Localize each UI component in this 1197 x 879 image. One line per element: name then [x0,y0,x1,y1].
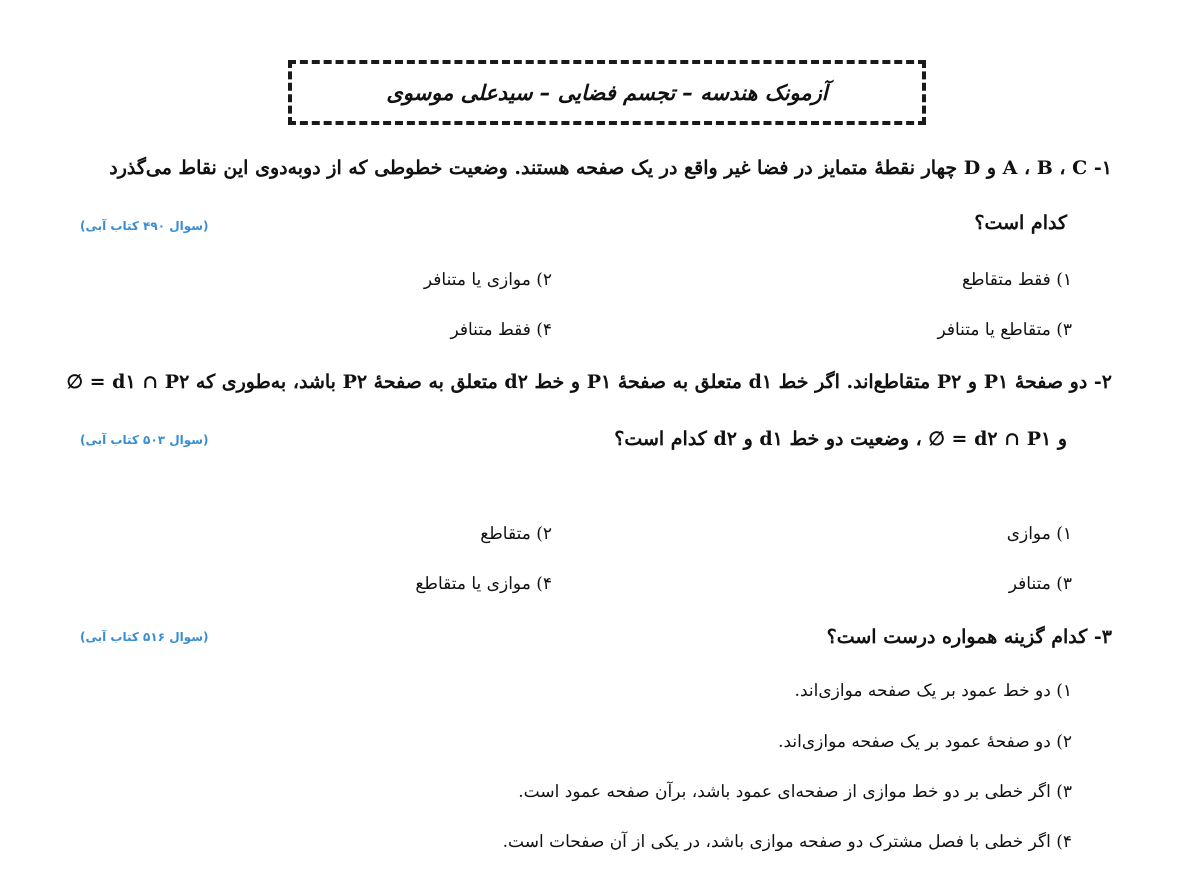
title-box [288,60,926,125]
question-1-text: ۱- A ، B ، C و D چهار نقطهٔ متمایز در فضا غیر واقع در یک صفحه هستند. وضعیت خطوطی که از دوبه‌دوی این نقاط می‌گذرد [109,157,1112,179]
question-1-source: (سوال ۴۹۰ کتاب آبی) [80,219,209,233]
question-2-text-cont: و d۲ ∩ P۱ = ∅ ، وضعیت دو خط d۱ و d۲ کدام است؟ [614,428,1067,450]
question-1-text-cont: کدام است؟ [974,212,1067,234]
question-3-source: (سوال ۵۱۶ کتاب آبی) [80,630,209,644]
q1-option-3[interactable]: ۳) متقاطع یا متنافر [937,320,1072,340]
q3-option-2[interactable]: ۲) دو صفحهٔ عمود بر یک صفحه موازی‌اند. [778,732,1072,752]
q2-option-1[interactable]: ۱) موازی [1006,524,1072,544]
q3-option-1[interactable]: ۱) دو خط عمود بر یک صفحه موازی‌اند. [794,681,1072,701]
question-3-text: ۳- کدام گزینه همواره درست است؟ [826,626,1112,648]
q1-option-2[interactable]: ۲) موازی یا متنافر [423,270,552,290]
q3-option-4[interactable]: ۴) اگر خطی با فصل مشترک دو صفحه موازی باشد، در یکی از آن صفحات است. [502,832,1072,852]
question-2-source: (سوال ۵۰۳ کتاب آبی) [80,433,209,447]
question-2-text: ۲- دو صفحهٔ P۱ و P۲ متقاطع‌اند. اگر خط d۱ متعلق به صفحهٔ P۱ و خط d۲ متعلق به صفحهٔ P۲ باشد، به‌طوری که d۱ ∩ P۲ = ∅ [66,371,1112,393]
q2-option-4[interactable]: ۴) موازی یا متقاطع [415,574,552,594]
page-title: آزمونک هندسه – تجسم فضایی – سیدعلی موسوی [386,80,828,105]
q1-option-1[interactable]: ۱) فقط متقاطع [961,270,1072,290]
q3-option-3[interactable]: ۳) اگر خطی بر دو خط موازی از صفحه‌ای عمود باشد، برآن صفحه عمود است. [518,782,1072,802]
q1-option-4[interactable]: ۴) فقط متنافر [450,320,552,340]
q2-option-3[interactable]: ۳) متنافر [1008,574,1072,594]
q2-option-2[interactable]: ۲) متقاطع [480,524,552,544]
